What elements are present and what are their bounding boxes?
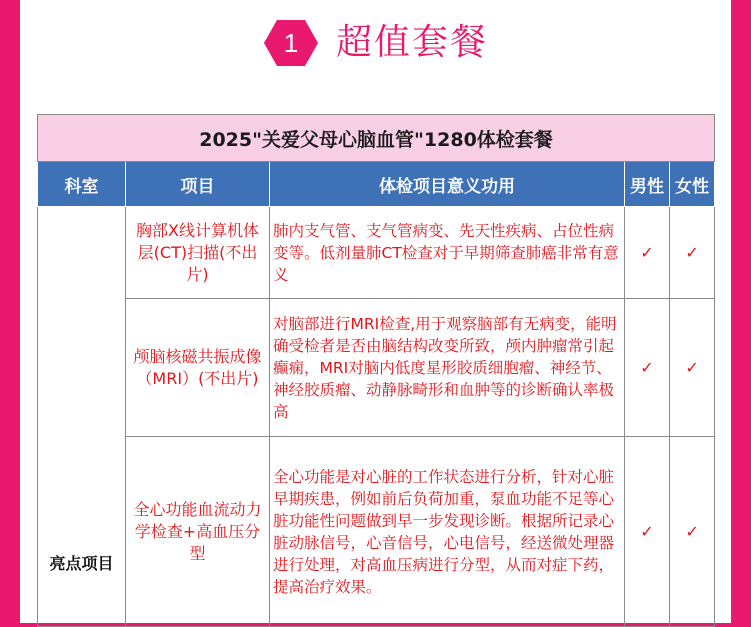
table-row — [38, 437, 715, 627]
table-title-row — [38, 115, 715, 162]
content-panel — [20, 0, 731, 623]
male-check: ✓ — [625, 207, 670, 299]
header-department: 科室 — [38, 162, 126, 207]
section-title: 超值套餐 — [336, 22, 489, 63]
item-cell: 颅脑核磁共振成像（MRI）(不出片) — [126, 299, 270, 437]
male-check: ✓ — [625, 437, 670, 627]
header-meaning: 体检项目意义功用 — [270, 162, 625, 207]
item-cell: 胸部X线计算机体层(CT)扫描(不出片) — [126, 207, 270, 299]
meaning-cell: 全心功能是对心脏的工作状态进行分析，针对心脏早期疾患，例如前后负荷加重，泵血功能不足等心脏功能性问题做到早一步发现诊断。根据所记录心脏动脉信号，心音信号，心电信号，经送微处理器进行处理，对高血压病进行分型，从而对症下药，提高治疗效果。 — [270, 437, 625, 627]
meaning-cell: 肺内支气管、支气管病变、先天性疾病、占位性病变等。低剂量肺CT检查对于早期筛查肺癌非常有意义 — [270, 207, 625, 299]
package-title: 2025"关爱父母心脑血管"1280体检套餐 — [38, 115, 715, 162]
female-check: ✓ — [670, 437, 715, 627]
header-male: 男性 — [625, 162, 670, 207]
table-row — [38, 207, 715, 299]
meaning-cell: 对脑部进行MRI检查,用于观察脑部有无病变，能明确受检者是否由脑结构改变所致，颅内肿瘤常引起癫痫，MRI对脑内低度星形胶质细胞瘤、神经节、神经胶质瘤、动静脉畸形和血肿等的诊断确认率极高 — [270, 299, 625, 437]
item-cell: 全心功能血流动力学检查+高血压分型 — [126, 437, 270, 627]
female-check: ✓ — [670, 207, 715, 299]
table-header-row — [38, 162, 715, 207]
section-number: 1 — [283, 28, 299, 58]
table-row — [38, 299, 715, 437]
section-header — [20, 14, 731, 74]
header-item: 项目 — [126, 162, 270, 207]
header-female: 女性 — [670, 162, 715, 207]
package-table — [37, 114, 715, 627]
male-check: ✓ — [625, 299, 670, 437]
category-cell: 亮点项目 — [38, 207, 126, 627]
female-check: ✓ — [670, 299, 715, 437]
section-number-badge — [264, 20, 318, 66]
